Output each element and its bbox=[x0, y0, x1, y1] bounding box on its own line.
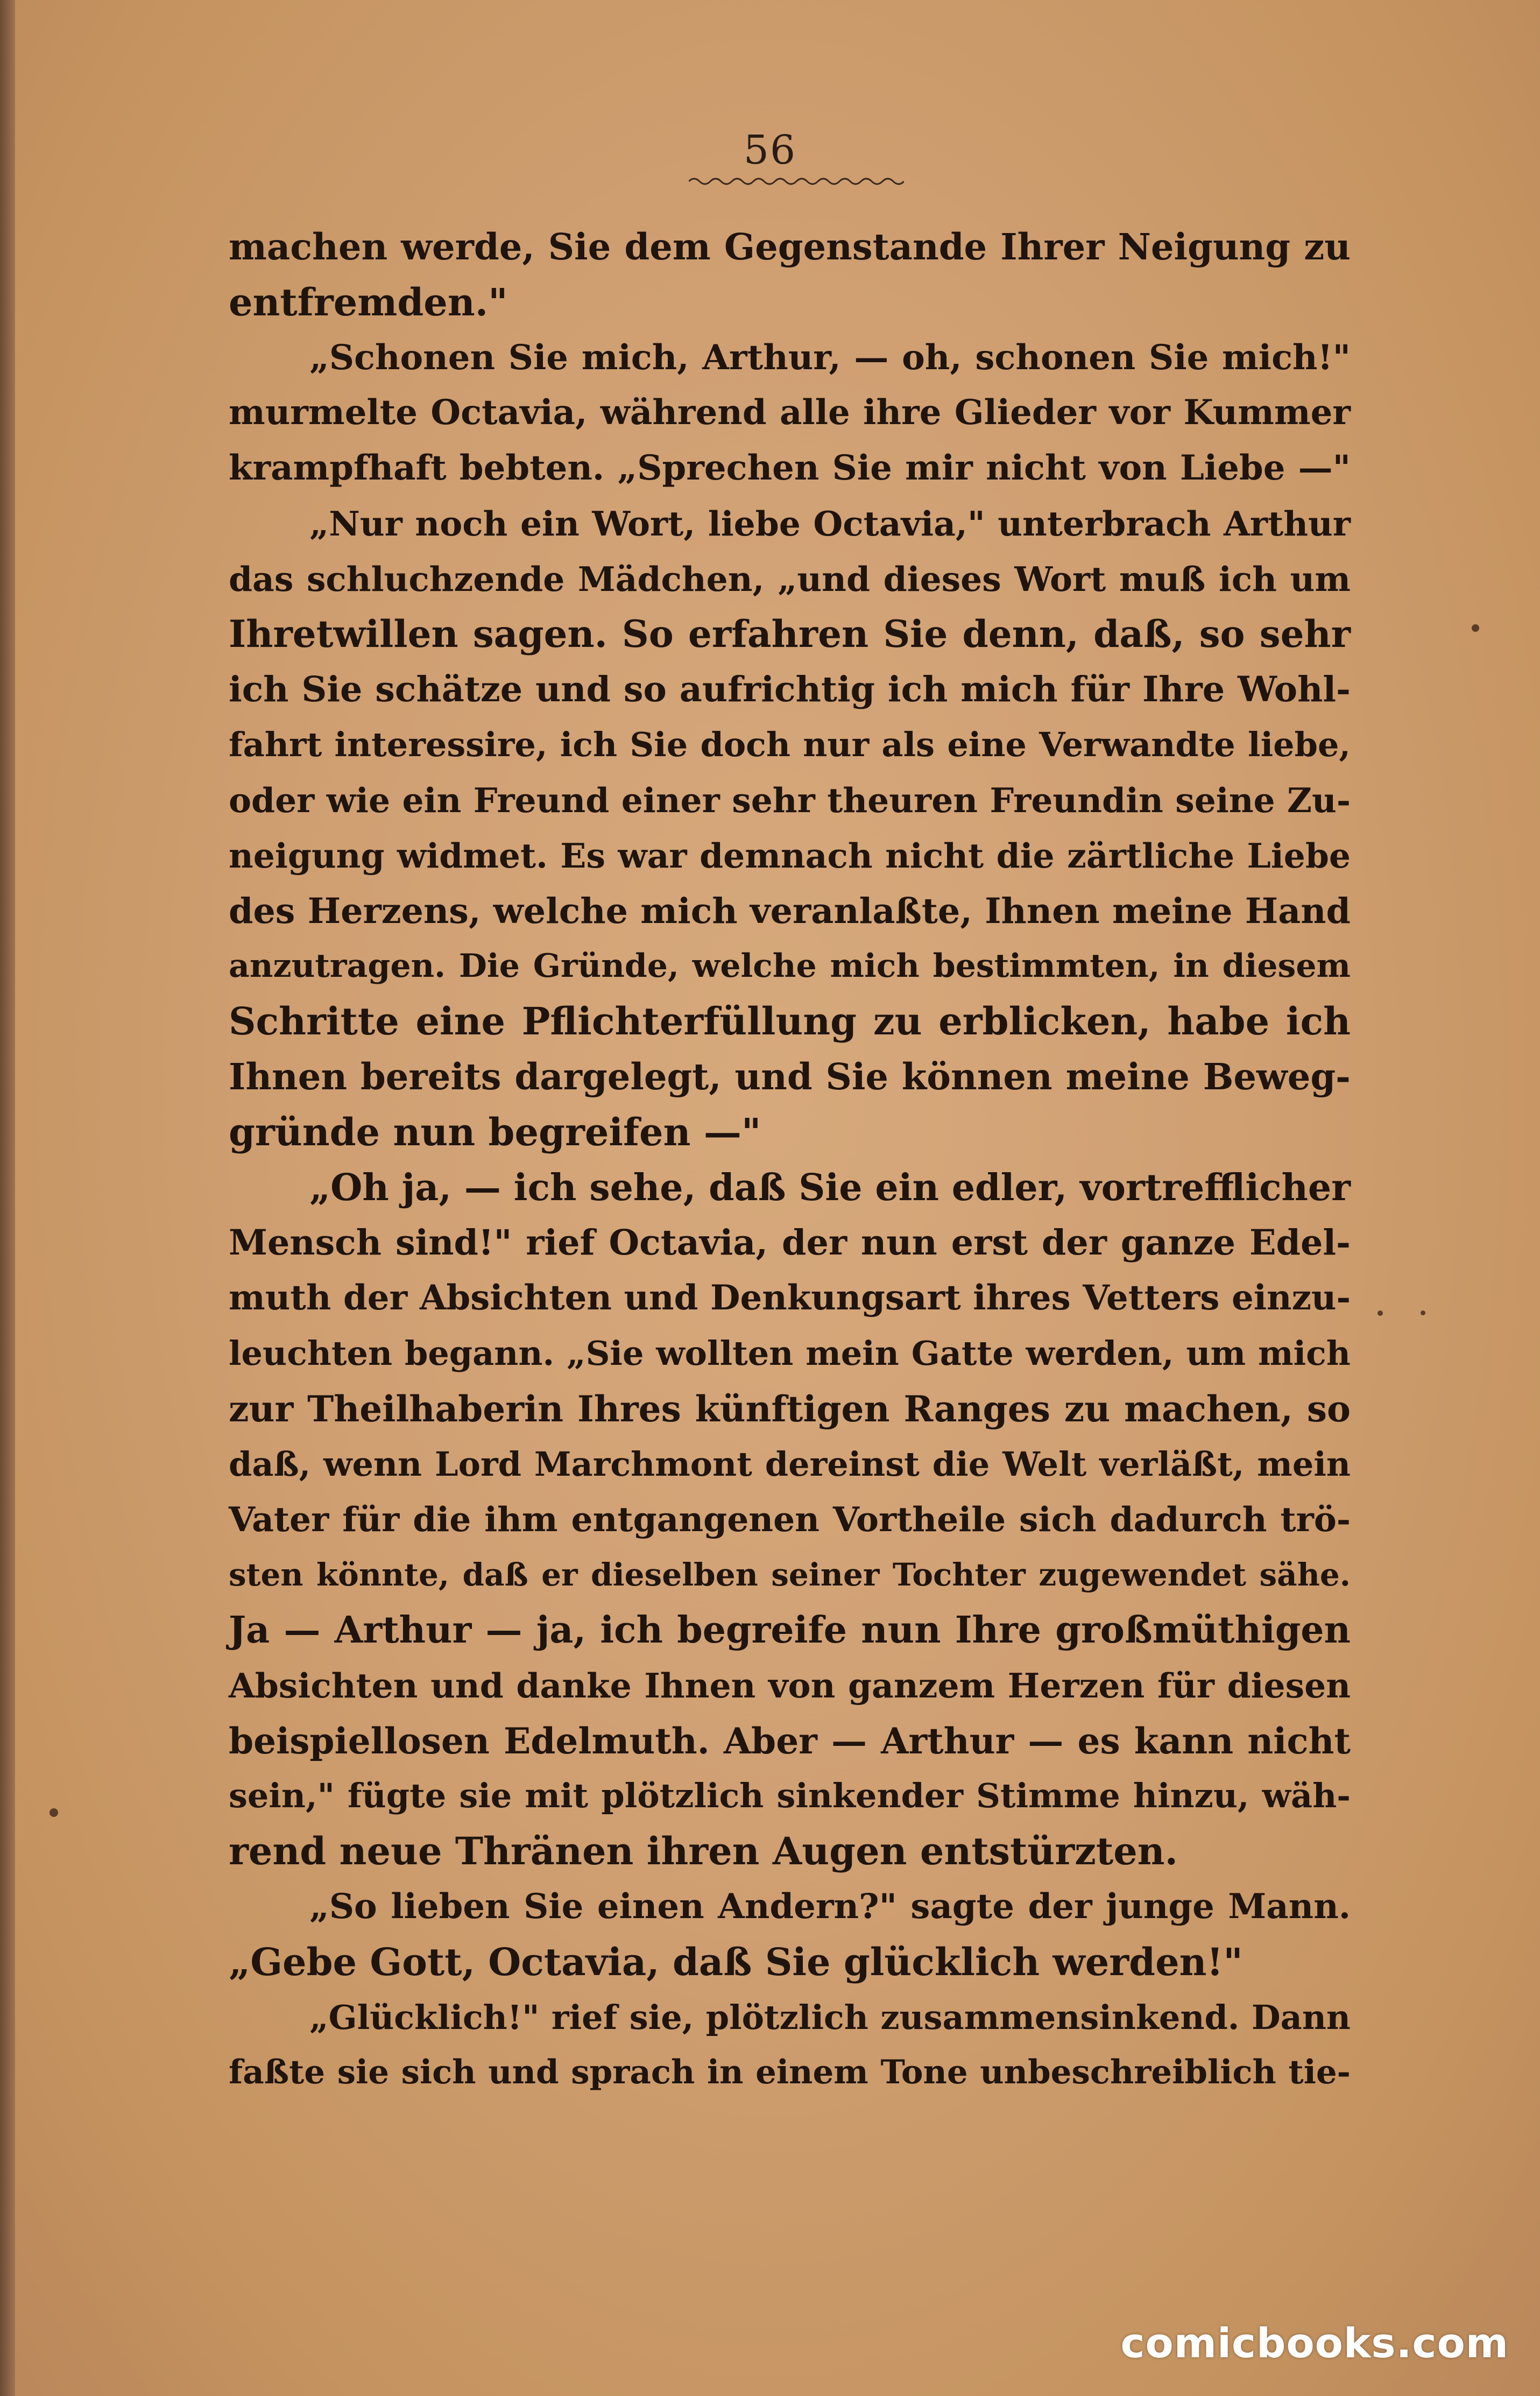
text-line: „Nur noch ein Wort, liebe Octavia," unterbrach Arthur bbox=[309, 503, 1351, 544]
watermark-text: comicbooks.com bbox=[1120, 2319, 1509, 2367]
text-line: machen werde, Sie dem Gegenstande Ihrer Neigung zu bbox=[229, 225, 1351, 268]
text-line: „Glücklich!" rief sie, plötzlich zusammensinkend. Dann bbox=[309, 1997, 1351, 2037]
paper-speck bbox=[50, 1808, 58, 1817]
text-line: krampfhaft bebten. „Sprechen Sie mir nicht von Liebe —" bbox=[229, 448, 1351, 489]
text-line: murmelte Octavia, während alle ihre Glieder vor Kummer bbox=[229, 392, 1351, 433]
text-line: anzutragen. Die Gründe, welche mich bestimmten, in diesem bbox=[229, 947, 1351, 985]
text-line: faßte sie sich und sprach in einem Tone unbeschreiblich tie- bbox=[229, 2053, 1351, 2092]
paper-speck bbox=[1421, 1310, 1425, 1315]
text-line: neigung widmet. Es war demnach nicht die zärtliche Liebe bbox=[229, 835, 1351, 876]
text-line: sein," fügte sie mit plötzlich sinkender Stimme hinzu, wäh- bbox=[229, 1776, 1351, 1816]
text-line: zur Theilhaberin Ihres künftigen Ranges zu machen, so bbox=[229, 1387, 1351, 1430]
paper-speck bbox=[1472, 624, 1479, 632]
text-line: „Gebe Gott, Octavia, daß Sie glücklich werden!" bbox=[229, 1939, 1243, 1984]
text-line: Schritte eine Pflichterfüllung zu erblicken, habe ich bbox=[229, 999, 1351, 1044]
text-line: gründe nun begreifen —" bbox=[229, 1109, 761, 1154]
text-line: muth der Absichten und Denkungsart ihres Vetters einzu- bbox=[229, 1278, 1351, 1319]
text-line: leuchten begann. „Sie wollten mein Gatte werden, um mich bbox=[229, 1333, 1351, 1373]
text-line: beispiellosen Edelmuth. Aber — Arthur — es kann nicht bbox=[229, 1720, 1351, 1762]
text-line: Vater für die ihm entgangenen Vortheile sich dadurch trö- bbox=[229, 1499, 1351, 1540]
paper-speck bbox=[1377, 1310, 1383, 1316]
text-line: oder wie ein Freund einer sehr theuren Freundin seine Zu- bbox=[229, 780, 1351, 820]
text-line: rend neue Thränen ihren Augen entstürzten. bbox=[229, 1829, 1178, 1874]
text-line: „Schonen Sie mich, Arthur, — oh, schonen Sie mich!" bbox=[309, 337, 1351, 378]
text-line: Ja — Arthur — ja, ich begreife nun Ihre großmüthigen bbox=[229, 1608, 1351, 1652]
text-line: fahrt interessire, ich Sie doch nur als eine Verwandte liebe, bbox=[229, 725, 1351, 765]
text-line: ich Sie schätze und so aufrichtig ich mich für Ihre Wohl- bbox=[229, 669, 1351, 710]
text-line: Ihnen bereits dargelegt, und Sie können meine Beweg- bbox=[229, 1055, 1351, 1098]
text-line: Mensch sind!" rief Octavia, der nun erst der ganze Edel- bbox=[229, 1222, 1351, 1264]
wavy-ornament bbox=[689, 173, 904, 189]
text-line: sten könnte, daß er dieselben seiner Tochter zugewendet sähe. bbox=[229, 1556, 1351, 1594]
text-line: Ihretwillen sagen. So erfahren Sie denn, daß, so sehr bbox=[229, 612, 1351, 656]
text-line: des Herzens, welche mich veranlaßte, Ihnen meine Hand bbox=[229, 890, 1351, 932]
page-binding-edge bbox=[0, 0, 15, 2396]
page-number: 56 bbox=[743, 127, 797, 173]
text-line: „Oh ja, — ich sehe, daß Sie ein edler, vortrefflicher bbox=[309, 1166, 1351, 1209]
text-line: Absichten und danke Ihnen von ganzem Herzen für diesen bbox=[229, 1665, 1351, 1706]
text-line: entfremden." bbox=[229, 279, 508, 325]
body-text bbox=[229, 220, 1351, 2101]
text-line: daß, wenn Lord Marchmont dereinst die Welt verläßt, mein bbox=[229, 1444, 1351, 1484]
text-line: „So lieben Sie einen Andern?" sagte der junge Mann. bbox=[309, 1886, 1351, 1927]
text-line: das schluchzende Mädchen, „und dieses Wort muß ich um bbox=[229, 559, 1351, 599]
